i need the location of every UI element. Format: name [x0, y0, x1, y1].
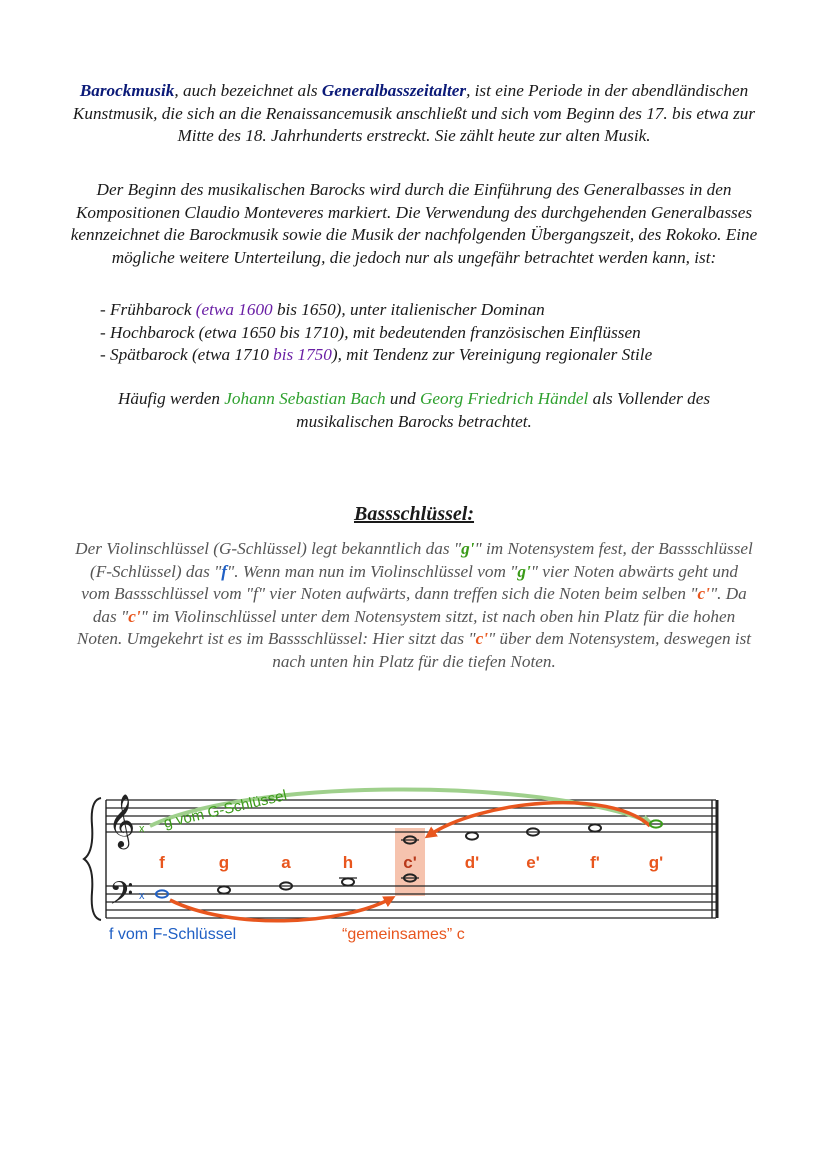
note-name: g' [648, 853, 664, 872]
composer-bach: Johann Sebastian Bach [224, 389, 386, 408]
note-name: e' [526, 853, 540, 872]
paragraph-composers: Häufig werden Johann Sebastian Bach und Georg Friedrich Händel als Vollender des musikalischen Barocks betrachtet. [117, 389, 711, 431]
term-generalbasszeitalter: Generalbasszeitalter [321, 81, 467, 100]
period-item: - Hochbarock (etwa 1650 bis 1710), mit bedeutenden französischen Einflüssen [100, 322, 641, 342]
paragraph-beginning: Der Beginn des musikalischen Barocks wird durch die Einführung des Generalbasses in den Kompositionen Claudio Monteveres markiert. Die Verwendung des durchgehenden Generalbasses kennzeichnet die Barockmusik sowie die Musik der nachfolgenden Übergangszeit, des Rokoko. Eine mögliche weitere Unterteilung, die jedoch nur als ungefähr betrachtet werden kann, ist: [70, 180, 758, 267]
term-barockmusik: Barockmusik [79, 81, 175, 100]
clef-diagram [0, 770, 828, 970]
period-item: - Spätbarock (etwa 1710 bis 1750), mit Tendenz zur Vereinigung regionaler Stile [100, 345, 653, 364]
note-name: g [218, 853, 230, 872]
note-name: a [281, 853, 291, 872]
note-name: f' [590, 853, 600, 872]
note-f-treble [589, 824, 601, 831]
note-d-treble [466, 832, 478, 839]
intro-paragraph: Barockmusik, auch bezeichnet als Generalbasszeitalter, ist eine Periode in der abendländischen Kunstmusik, die sich an die Renaissancemusik anschließt und sich vom Beginn des 17. bis etwa zur Mitte des 18. Jahrhunderts erstreckt. Sie zählt heute zur alten Musik. [72, 81, 756, 145]
note-name: c' [403, 853, 417, 872]
composer-haendel: Georg Friedrich Händel [419, 389, 589, 408]
svg-text:x: x [139, 823, 145, 835]
brace-icon [84, 798, 101, 920]
period-list [100, 299, 800, 367]
common-c-label: “gemeinsames” c [342, 926, 465, 943]
note-name: d' [464, 853, 480, 872]
treble-clef-icon: 𝄞 [108, 793, 136, 847]
g-label: g vom G-Schlüssel [162, 787, 289, 832]
bassschluessel-paragraph: Der Violinschlüssel (G-Schlüssel) legt bekanntlich das "g'" im Notensystem fest, der Bassschlüssel (F-Schlüssel) das "f". Wenn man nun im Violinschlüssel vom "g'" vier Noten abwärts geht und vom Bassschlüssel vom "f" vier Noten aufwärts, dann treffen sich die Noten beim selben "c'". Da das "c'" im Violinschlüssel unter dem Notensystem sitzt, ist nach oben hin Platz für die hohen Noten. Umgekehrt ist es im Bassschlüssel: Hier sitzt das "c'" über dem Notensystem, deswegen ist nach unten hin Platz für die tiefen Noten. [75, 539, 753, 671]
note-name: f [159, 853, 165, 872]
note-g-bass [218, 886, 230, 893]
bass-clef-icon: 𝄢 [109, 875, 134, 919]
note-name: h [342, 853, 354, 872]
section-heading: Bassschlüssel: [353, 503, 475, 525]
f-label: f vom F-Schlüssel [109, 926, 237, 943]
note-h-bass [342, 878, 354, 885]
svg-text:x: x [139, 890, 145, 902]
period-item: - Frühbarock (etwa 1600 bis 1650), unter italienischer Dominan [100, 300, 545, 319]
